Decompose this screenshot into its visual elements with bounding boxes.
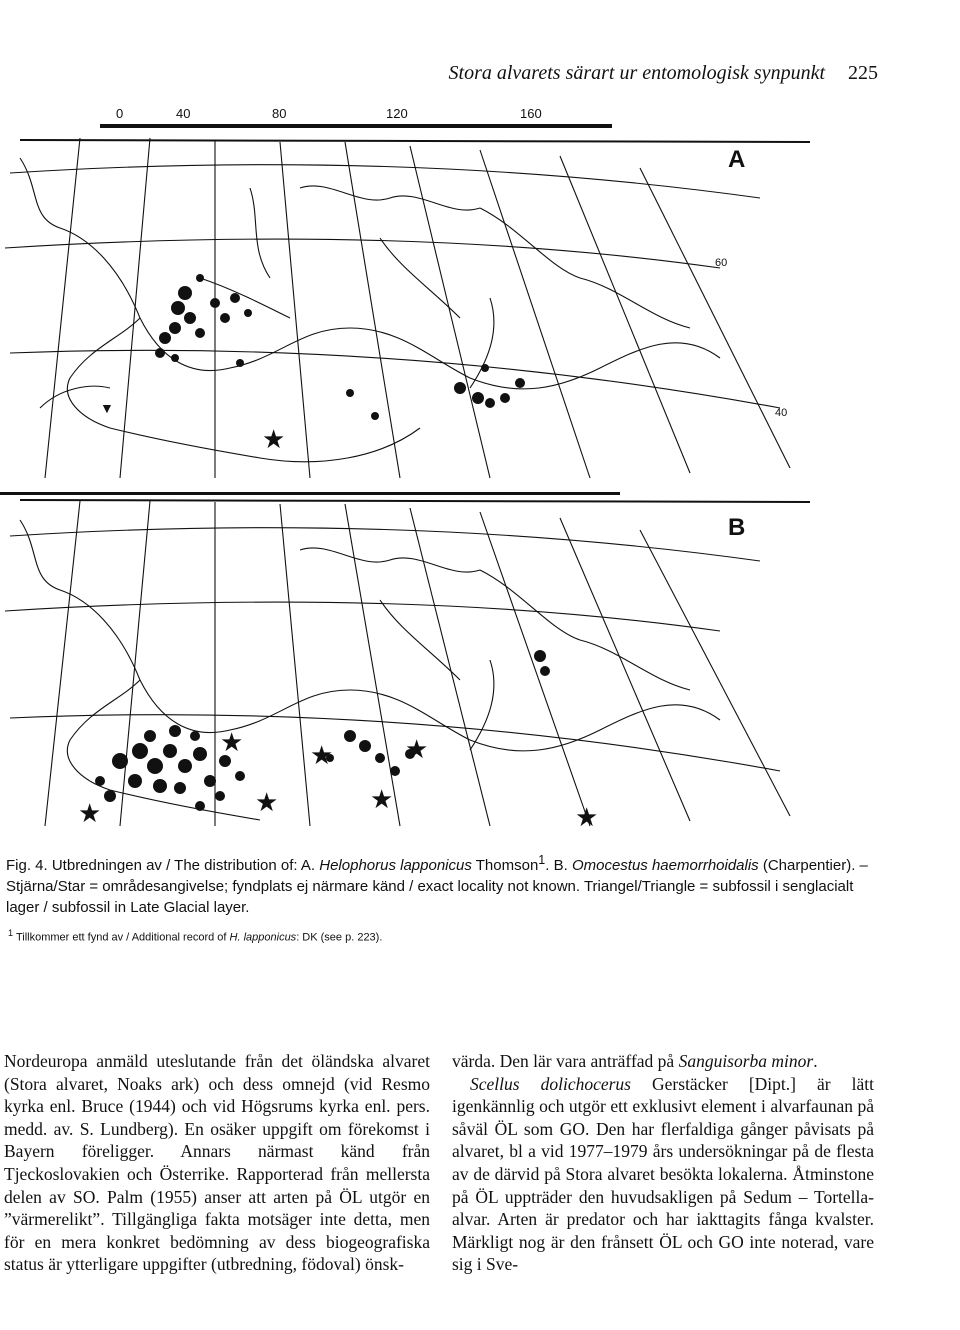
star-marker: ★: [220, 728, 244, 757]
star-marker: ★: [370, 785, 394, 814]
scale-tick: 80: [272, 106, 287, 121]
map-a: [0, 128, 820, 490]
paragraph: Scellus dolichocerus Gerstäcker [Dipt.] är lätt igenkännlig och utgör ett exklusivt element i alvarfaunan på såväl ÖL som GO. Den har flerfaldiga gånger påvisats på alvaret, bl a vid 1977–1979 års undersökningar på de flesta av de därvid på Stora alvaret besökta lokalerna. Åtminstone på ÖL uppträder den huvudsakligen på Sedum – Tortella-alvar. Arten är predator och har iakttagits fånga kvalster. Märkligt nog är den frånsett ÖL och GO inte noterad, vare sig i Sve-: [452, 1073, 874, 1275]
star-marker: ★: [405, 735, 429, 764]
body-column-right: [452, 1050, 874, 1276]
panel-divider: [0, 492, 620, 495]
lat-label: 60: [715, 257, 728, 269]
star-marker: ★: [255, 788, 279, 817]
triangle-marker: ▼: [100, 402, 114, 417]
panel-letter-b: B: [728, 514, 746, 541]
star-marker: ★: [262, 425, 286, 454]
star-marker: ★: [78, 799, 102, 828]
star-marker: ★: [310, 741, 334, 770]
footnote: $^1$ Tillkommer ett fynd av / Additional record of H. lapponicus: DK (see p. 223).: [8, 928, 383, 944]
page-number: 225: [848, 62, 878, 84]
map-b: [0, 496, 820, 846]
running-header: [449, 62, 878, 85]
panel-letter-a: A: [728, 146, 746, 173]
scale-tick: 160: [520, 106, 542, 121]
paragraph: Nordeuropa anmäld uteslutande från det öländska alvaret (Stora alvaret, Noaks ark) och dess omnejd (vid Resmo kyrka enl. Bruce (1944) och vid Högsrums kyrka enl. pers. medd. av. S. Lundberg). En osäker uppgift om förekomst i Bayern föreligger. Annars närmast känd från Tjeckoslovakien och Österrike. Rapporterad från mellersta delen av SO. Palm (1955) anser att arten på ÖL utgör en ”värmerelikt”. Tillgängliga fakta motsäger inte detta, men för en mera konkret bedömning av dess biogeografiska status är ytterligare uppgifter (utbredning, födoval) önsk-: [4, 1051, 430, 1275]
running-title: Stora alvarets särart ur entomologisk synpunkt: [448, 62, 825, 84]
map-scale: [100, 106, 612, 128]
figure-caption: Fig. 4. Utbredningen av / The distribution of: A. Helophorus lapponicus Thomson$^1$. B. Omocestus haemorrhoidalis (Charpentier). – Stjärna/Star = områdesangivelse; fyndplats ej närmare känd / exact locality not known. Triangel/Triangle = subfossil i senglacialt lager / subfossil in Late Glacial layer.: [6, 853, 868, 916]
scale-tick: 0: [116, 106, 124, 121]
scale-tick: 40: [176, 106, 191, 121]
star-marker: ★: [575, 803, 599, 832]
paragraph: värda. Den lär vara anträffad på Sanguisorba minor.: [452, 1051, 818, 1071]
lat-label: 40: [775, 407, 788, 419]
scale-tick: 120: [386, 106, 408, 121]
body-column-left: [4, 1050, 430, 1276]
